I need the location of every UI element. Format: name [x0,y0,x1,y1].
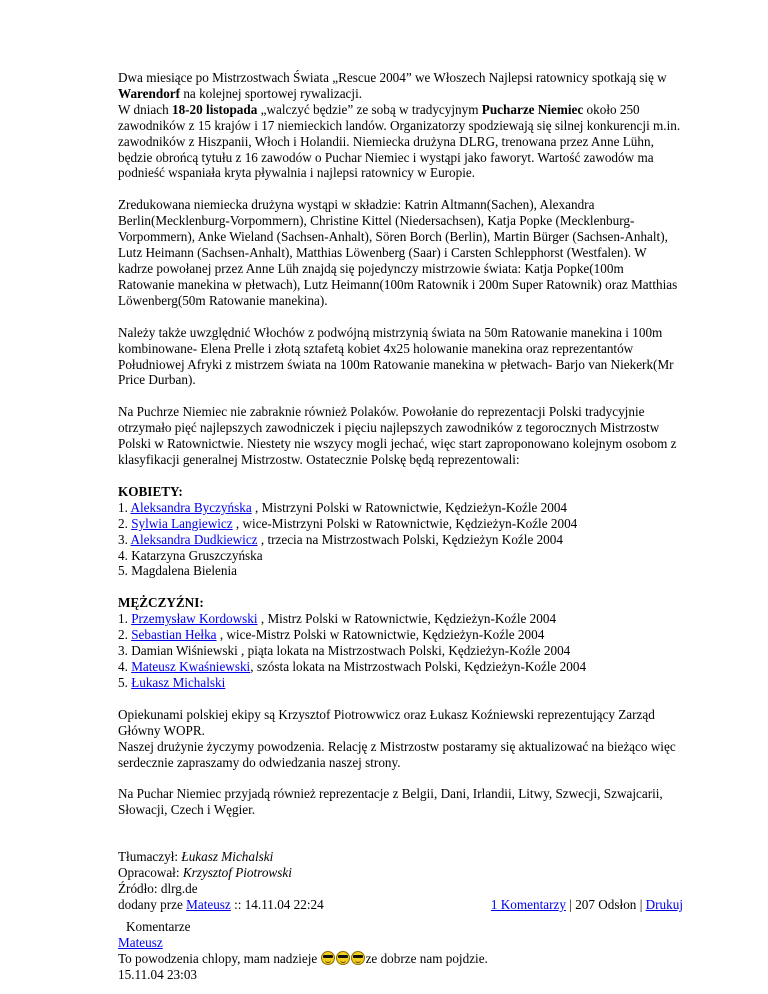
list-number: 5. [118,674,132,690]
wishes-text: Naszej drużynie życzymy powodzenia. Relację z Mistrzostw postaramy się aktualizować na bieżąco więc serdecznie zapraszamy do odwiedzania naszej strony. [118,738,676,770]
print-link[interactable]: Drukuj [645,896,683,912]
comments-link[interactable]: 1 Komentarzy [490,896,566,912]
comments-section [118,919,683,983]
added-by-line [118,897,324,913]
athlete-description: , Mistrz Polski w Ratownictwie, Kędzieżyn-Koźle 2004 [257,611,557,627]
views-count: 207 Odsłon [575,896,637,912]
separator: | [565,896,576,912]
italy-paragraph: Należy także uwzględnić Włochów z podwójną mistrzynią świata na 50m Ratowanie manekina i 100m kombinowane- Elena Prelle i złotą sztafetą kobiet 4x25 holowanie manekina oraz reprezentantów Południowej Afryki z mistrzem świata na 100m Ratowanie manekina w płetwach- Barjo van Niekerk(Mr Price Durban). [118,324,674,388]
list-item [118,532,563,547]
list-item [118,563,237,578]
source-line: Źródło: dlrg.de [118,881,198,897]
athlete-description: , wice-Mistrzyni Polski w Ratownictwie, Kędzieżyn-Koźle 2004 [232,515,578,531]
athlete-description: , Mistrzyni Polski w Ratownictwie, Kędzieżyn-Koźle 2004 [251,499,568,515]
cool-smiley-icon [351,951,365,965]
city-name: Warendorf [118,85,181,101]
separator: | [636,896,646,912]
list-number: 1. [118,611,132,627]
list-number: 2. [118,515,132,531]
athlete-link[interactable]: Aleksandra Dudkiewicz [130,531,258,547]
comment-body [118,951,488,966]
women-list [118,484,683,579]
intro-text: W dniach [118,101,172,117]
countries-paragraph: Na Puchar Niemiec przyjadą również reprezentacje z Belgii, Dani, Irlandii, Litwy, Szwecji, Szwajcarii, Słowacji, Czech i Węgier. [118,786,663,818]
article-stats [491,897,683,913]
comments-heading: Komentarze [126,918,191,934]
german-team-paragraph: Zredukowana niemiecka drużyna wystąpi w składzie: Katrin Altmann(Sachen), Alexandra Berlin(Mecklenburg-Vorpommern), Christine Kittel (Niedersachsen), Katja Popke (Mecklenburg-Vorpommern), Anke Wieland (Sachsen-Anhalt), Sören Borch (Berlin), Martin Bürger (Sachsen-Anhalt), Lutz Heimann (Sachsen-Anhalt), Matthias Löwenberg (Saar) i Carsten Schlepphorst (Westfalen). W kadrze powołanej przez Anne Lüh znajdą się pojedynczy mistrzowie świata: Katja Popke(100m Ratowanie manekina w płetwach), Lutz Heimann(100m Ratownik i 200m Super Ratownik) oraz Matthias Löwenberg(50m Ratowanie manekina). [118,197,678,308]
list-number: 3. [118,531,131,547]
athlete-link[interactable]: Łukasz Michalski [131,674,226,690]
translator-line [118,849,683,865]
intro-paragraph [118,70,683,181]
comment-author-link[interactable]: Mateusz [118,934,163,950]
translator-name: Łukasz Michalski [181,849,274,865]
intro-text: na kolejnej sportowej rywalizacji. [180,85,363,101]
athlete-name: Damian Wiśniewski [131,643,238,659]
list-item [118,611,556,626]
athlete-link[interactable]: Przemysław Kordowski [131,611,258,627]
list-number: 1. [118,499,131,515]
added-date: :: 14.11.04 22:24 [230,896,324,912]
list-item [118,675,225,690]
intro-text: „walczyć będzie” ze sobą w tradycyjnym [257,101,482,117]
athlete-link[interactable]: Aleksandra Byczyńska [130,499,252,515]
author-link[interactable]: Mateusz [186,896,231,912]
comment-date: 15.11.04 23:03 [118,966,198,982]
list-number: 4. [118,659,132,674]
comment-text: To powodzenia chlopy, mam nadzieje [118,950,321,966]
athlete-link[interactable]: Sebastian Hełka [131,627,217,643]
women-heading: KOBIETY: [118,483,183,499]
athlete-name: Magdalena Bielenia [131,563,238,579]
men-list [118,595,683,690]
athlete-description: , piąta lokata na Mistrzostwach Polski, Kędzieżyn-Koźle 2004 [237,643,571,659]
list-number: 2. [118,627,132,643]
translator-label: Tłumaczył: [118,849,182,865]
athlete-description: , szósta lokata na Mistrzostwach Polski, Kędzieżyn-Koźle 2004 [250,659,587,674]
cool-smiley-icon [321,951,335,965]
editor-line [118,865,683,881]
added-prefix: dodany prze [118,896,187,912]
list-item [118,643,570,658]
guardians-text: Opiekunami polskiej ekipy są Krzysztof Piotrowwicz oraz Łukasz Koźniewski reprezentujący Zarząd Główny WOPR. [118,706,655,738]
list-item [118,548,263,563]
credits [118,849,683,913]
list-item [118,500,567,515]
article-content [118,70,683,983]
list-number: 4. [118,547,132,563]
intro-text: Dwa miesiące po Mistrzostwach Świata „Rescue 2004” we Włoszech Najlepsi ratownicy spotkają się w [118,70,667,85]
list-item [118,659,586,674]
comment [118,935,683,983]
men-heading: MĘŻCZYŹNI: [118,595,204,611]
editor-name: Krzysztof Piotrowski [182,865,292,881]
athlete-description: , wice-Mistrz Polski w Ratownictwie, Kędzieżyn-Koźle 2004 [216,627,545,643]
comment-text: ze dobrze nam pojdzie. [365,950,488,966]
event-dates: 18-20 listopada [171,101,258,117]
athlete-name: Katarzyna Gruszczyńska [131,547,263,563]
athlete-link[interactable]: Mateusz Kwaśniewski [131,659,251,674]
athlete-link[interactable]: Sylwia Langiewicz [131,515,233,531]
list-item [118,627,544,642]
poland-paragraph: Na Puchrze Niemiec nie zabraknie również Polaków. Powołanie do reprezentacji Polski tradycyjnie otrzymało pięć najlepszych zawodniczek i pięciu najlepszych zawodników z tegorocznych Mistrzostw Polski w Ratownictwie. Niestety nie wszycy mogli jechać, więc start zaproponowano kolejnym osobom z klasyfikacji generalnej Mistrzostw. Ostatecznie Polskę będą reprezentowali: [118,404,677,468]
meta-row [118,897,683,913]
event-name: Pucharze Niemiec [481,101,584,117]
editor-label: Opracował: [118,865,183,881]
list-number: 3. [118,643,132,659]
intro-text: około 250 zawodników z 15 krajów i 17 niemieckich landów. Organizatorzy spodziewają się silnej konkurencji m.in. zawodników z Hiszpanii, Włoch i Holandii. Niemiecka drużyna DLRG, trenowana przez Anne Lühn, będzie obrońcą tytułu z 16 zawodów o Puchar Niemiec i wystąpi jako faworyt. Wartość zawodów ma podnieść wspaniała kryta pływalnia i najlepsi ratownicy w Europie. [118,101,681,181]
cool-smiley-icon [336,951,350,965]
guardians-paragraph [118,707,683,771]
list-number: 5. [118,563,132,579]
list-item [118,516,577,531]
athlete-description: , trzecia na Mistrzostwach Polski, Kędzieżyn Koźle 2004 [257,531,563,547]
